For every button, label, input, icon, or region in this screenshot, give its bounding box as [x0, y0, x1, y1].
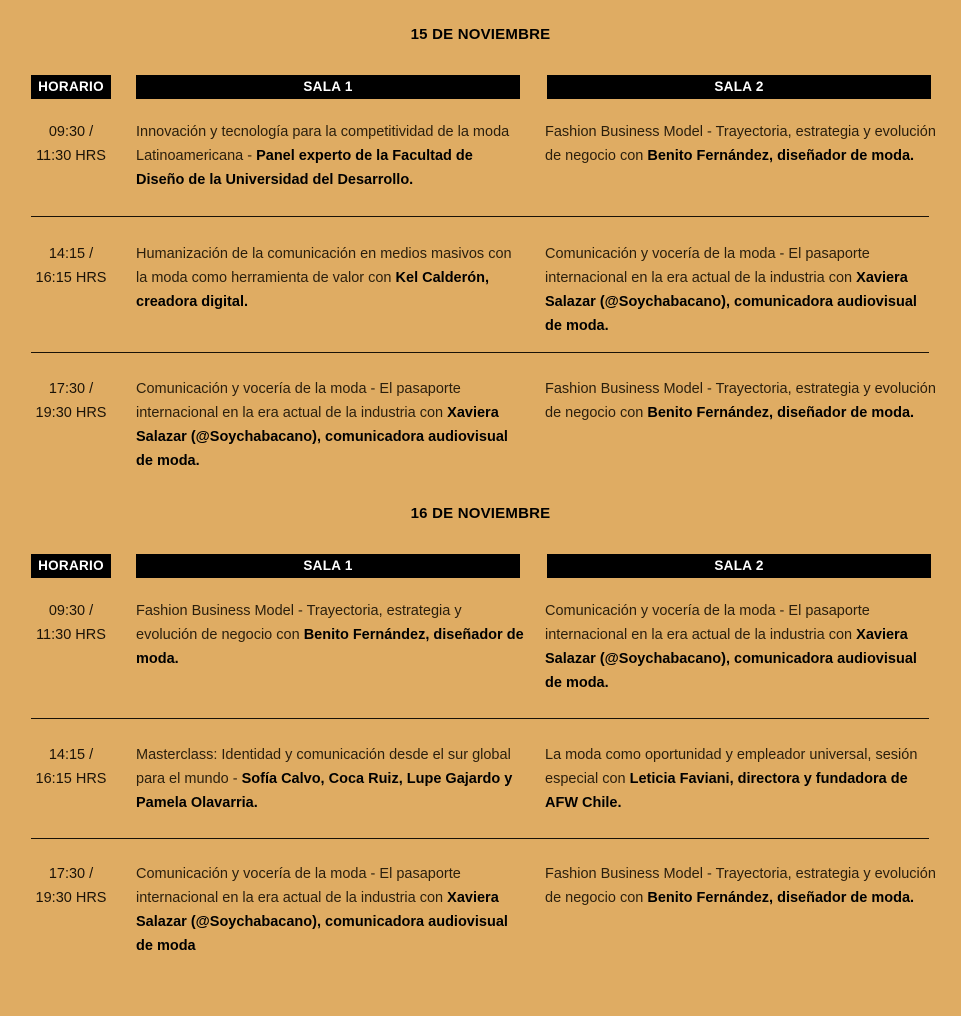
time-end: 19:30 HRS — [35, 405, 107, 421]
session-description: Fashion Business Model - Trayectoria, estrategia y evolución de negocio con — [545, 866, 936, 906]
session-speaker: Xaviera Salazar (@Soychabacano), comunicadora audiovisual de moda — [136, 890, 508, 954]
session-speaker: Xaviera Salazar (@Soychabacano), comunicadora audiovisual de moda. — [136, 405, 508, 469]
row-divider — [31, 216, 929, 217]
sala-1-session — [136, 377, 524, 473]
time-slot — [31, 599, 111, 647]
sala-1-session — [136, 599, 524, 671]
header-sala-2: SALA 2 — [547, 75, 931, 99]
sala-2-session — [545, 743, 937, 815]
time-slot — [31, 743, 111, 791]
time-start: 14:15 / — [48, 246, 94, 262]
session-description: Fashion Business Model - Trayectoria, estrategia y evolución de negocio con — [545, 381, 936, 421]
time-end: 19:30 HRS — [35, 890, 107, 906]
session-speaker: Panel experto de la Facultad de Diseño de la Universidad del Desarrollo. — [136, 148, 473, 188]
session-description: Comunicación y vocería de la moda - El pasaporte internacional en la era actual de la industria con — [545, 603, 870, 643]
session-speaker: Benito Fernández, diseñador de moda. — [647, 148, 915, 164]
time-end: 11:30 HRS — [36, 148, 106, 164]
session-speaker: Xaviera Salazar (@Soychabacano), comunicadora audiovisual de moda. — [545, 627, 917, 691]
time-end: 16:15 HRS — [35, 771, 107, 787]
sala-2-session — [545, 120, 937, 168]
sala-1-session — [136, 862, 524, 958]
session-speaker: Kel Calderón, creadora digital. — [136, 270, 489, 310]
time-slot — [31, 242, 111, 290]
session-description: Fashion Business Model - Trayectoria, estrategia y evolución de negocio con — [545, 124, 936, 164]
session-description: Comunicación y vocería de la moda - El pasaporte internacional en la era actual de la industria con — [136, 381, 461, 421]
time-end: 16:15 HRS — [35, 270, 107, 286]
time-slot — [31, 120, 111, 168]
sala-2-session — [545, 862, 937, 910]
sala-2-session — [545, 377, 937, 425]
time-slot — [31, 862, 111, 910]
session-description: Comunicación y vocería de la moda - El pasaporte internacional en la era actual de la industria con — [136, 866, 461, 906]
sala-1-session — [136, 120, 524, 192]
day-title: 15 DE NOVIEMBRE — [410, 26, 551, 43]
session-description: Masterclass: Identidad y comunicación desde el sur global para el mundo - — [136, 747, 511, 787]
header-sala-2: SALA 2 — [547, 554, 931, 578]
session-description: La moda como oportunidad y empleador universal, sesión especial con — [545, 747, 918, 787]
time-slot — [31, 377, 111, 425]
sala-1-session — [136, 242, 524, 314]
session-speaker: Sofía Calvo, Coca Ruiz, Lupe Gajardo y Pamela Olavarria. — [136, 771, 513, 811]
header-horario: HORARIO — [31, 554, 111, 578]
sala-1-session — [136, 743, 524, 815]
time-start: 09:30 / — [48, 124, 94, 140]
time-start: 17:30 / — [48, 866, 94, 882]
row-divider — [31, 838, 929, 839]
session-description: Innovación y tecnología para la competitividad de la moda Latinoamericana - — [136, 124, 510, 164]
session-description: Humanización de la comunicación en medios masivos con la moda como herramienta de valor con — [136, 246, 512, 286]
time-start: 09:30 / — [48, 603, 94, 619]
row-divider — [31, 352, 929, 353]
time-start: 17:30 / — [48, 381, 94, 397]
session-speaker: Xaviera Salazar (@Soychabacano), comunicadora audiovisual de moda. — [545, 270, 917, 334]
session-speaker: Benito Fernández, diseñador de moda. — [136, 627, 524, 667]
header-horario: HORARIO — [31, 75, 111, 99]
session-speaker: Benito Fernández, diseñador de moda. — [647, 890, 915, 906]
header-sala-1: SALA 1 — [136, 554, 520, 578]
time-end: 11:30 HRS — [36, 627, 106, 643]
session-description: Fashion Business Model - Trayectoria, estrategia y evolución de negocio con — [136, 603, 462, 643]
sala-2-session — [545, 599, 937, 695]
session-speaker: Leticia Faviani, directora y fundadora de AFW Chile. — [545, 771, 908, 811]
time-start: 14:15 / — [48, 747, 94, 763]
sala-2-session — [545, 242, 937, 338]
row-divider — [31, 718, 929, 719]
session-description: Comunicación y vocería de la moda - El pasaporte internacional en la era actual de la industria con — [545, 246, 870, 286]
session-speaker: Benito Fernández, diseñador de moda. — [647, 405, 915, 421]
header-sala-1: SALA 1 — [136, 75, 520, 99]
day-title: 16 DE NOVIEMBRE — [410, 505, 551, 522]
